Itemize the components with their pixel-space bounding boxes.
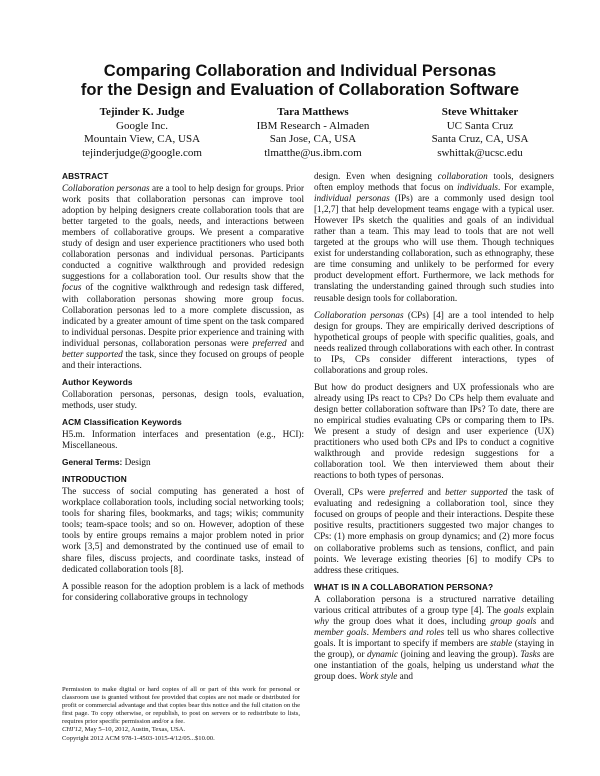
author-2 (238, 106, 388, 160)
body-paragraph-2: Collaboration personas (CPs) [4] are a tool intended to help design for groups. They are empirically derived descriptions of hypothetical groups of people with specific qualities, goals, and needs realized through collaborations with each other. In contrast to IPs, CPs consider different interactions, types of collaborations and group roles. (314, 309, 554, 375)
permission-text: Permission to make digital or hard copies of all or part of this work for personal or classroom use is granted without fee provided that copies are not made or distributed for profit or commercial advantage and that copies bear this notice and the full citation on the first page. To copy otherwise, or republish, to post on servers or to redistribute to lists, requires prior specific permission and/or a fee. (62, 686, 300, 726)
author-affiliation: IBM Research - Almaden (256, 119, 370, 132)
body-paragraph-4: Overall, CPs were preferred and better supported the task of evaluating and redesigning a collaboration tool, since they focused on groups of people and their interactions. Despite these positive results, practitioners suggested two major changes to CPs: (1) more emphasis on group dynamics; and (2) more focus on collaborative problems such as tensions, conflict, and pain points. We leverage existing theories [6] to modify CPs to address these critiques. (314, 487, 554, 575)
author-1 (62, 106, 222, 160)
author-name: Tara Matthews (277, 106, 349, 118)
intro-paragraph-1: The success of social computing has generated a host of workplace collaboration tools, including social networking tools; tools for sharing files, bookmarks, and tags; wikis; community tools; team-space tools; and so on. However, adoption of these tools by entire groups remains a major problem noted in prior work [3,5] and demonstrated by the continued use of email to share files, discuss projects, and coordinate tasks, instead of dedicated collaboration tools [8]. (62, 486, 304, 574)
acm-text: H5.m. Information interfaces and presentation (e.g., HCI): Miscellaneous. (62, 429, 304, 451)
section-heading: WHAT IS IN A COLLABORATION PERSONA? (314, 581, 494, 592)
author-location: San Jose, CA, USA (269, 133, 357, 145)
conference-info: CHI'12, May 5–10, 2012, Austin, Texas, USA. (62, 726, 186, 734)
general-terms: General Terms: Design (62, 457, 151, 468)
author-email: tlmatthe@us.ibm.com (264, 146, 362, 159)
paper-title-line-2: for the Design and Evaluation of Collaboration Software (80, 81, 520, 99)
author-name: Tejinder K. Judge (99, 106, 185, 118)
author-3 (405, 106, 555, 160)
paper-title (0, 62, 600, 100)
acm-heading: ACM Classification Keywords (62, 416, 182, 427)
author-name: Steve Whittaker (441, 106, 519, 118)
keywords-text: Collaboration personas, personas, design tools, evaluation, methods, user study. (62, 388, 304, 410)
intro-paragraph-2: A possible reason for the adoption problem is a lack of methods for considering collaborative groups in technology (62, 580, 304, 602)
paper-title-line-1: Comparing Collaboration and Individual Personas (103, 62, 497, 80)
abstract-heading: ABSTRACT (62, 171, 109, 181)
right-column (314, 171, 554, 688)
body-paragraph-5: A collaboration persona is a structured narrative detailing various critical attributes of a group type [4]. The goals explain why the group does what it does, including group goals and member goals. Members and roles tell us who shares collective goals. It is important to specify if members are stable (staying in the group), or dynamic (joining and leaving the group). Tasks are one instantiation of the goals, helping us understand what the group does. Work style and (314, 593, 555, 682)
left-column (62, 171, 304, 609)
author-affiliation: Google Inc. (116, 119, 168, 132)
introduction-heading: INTRODUCTION (62, 474, 127, 485)
author-location: Mountain View, CA, USA (83, 133, 201, 145)
copyright-line: Copyright 2012 ACM 978-1-4503-1015-4/12/05...$10.00. (62, 734, 215, 742)
author-email: swhittak@ucsc.edu (437, 146, 523, 159)
author-location: Santa Cruz, CA, USA (431, 133, 529, 145)
author-email: tejinderjudge@google.com (82, 146, 202, 159)
abstract-text: Collaboration personas are a tool to help design for groups. Prior work posits that collaboration personas can improve tool adoption by helping designers create collaboration tools that are better targeted to the goals, needs, and interactions between members of collaborative groups. We present a comparative study of design and user experience practitioners who used both collaboration personas and individual personas. Participants conducted a cognitive walkthrough and provided redesign suggestions for a collaboration tool. Our results show that the focus of the cognitive walkthrough and redesign task differed, with collaboration personas showing more group focus. Collaboration personas led to a more complete discussion, as indicated by a greater amount of time spent on the task compared to individual personas. Despite prior experience and training with individual personas, collaboration personas were preferred and better supported the task, since they focused on groups of people and their interactions. (62, 183, 305, 370)
keywords-heading: Author Keywords (62, 376, 133, 387)
body-paragraph-1: design. Even when designing collaboration tools, designers often employ methods that focus on individuals. For example, individual personas (IPs) are a commonly used design tool [1,2,7] that help development teams engage with a typical user. However IPs sketch the qualities and goals of an individual rather than a team. This may lead to tools that are not well targeted at the groups who will use them. Though techniques exist for understanding collaboration, such as ethnography, these are time consuming and unlikely to be performed for every product development effort. Furthermore, we lack methods for translating the understanding gained through such studies into reusable design tools for collaboration. (314, 171, 554, 303)
author-affiliation: UC Santa Cruz (446, 119, 514, 132)
body-paragraph-3: But how do product designers and UX professionals who are already using IPs react to CPs? Do CPs help them evaluate and design better collaboration software than IPs? To date, there are no empirical studies evaluating CPs or comparing them to IPs. We present a study of design and user experience (UX) practitioners who used both CPs and IPs to conduct a cognitive walkthrough and provide redesign suggestions for a collaboration tool. We then interviewed them about their reactions to both types of personas. (314, 381, 554, 481)
copyright-notice (62, 686, 300, 743)
